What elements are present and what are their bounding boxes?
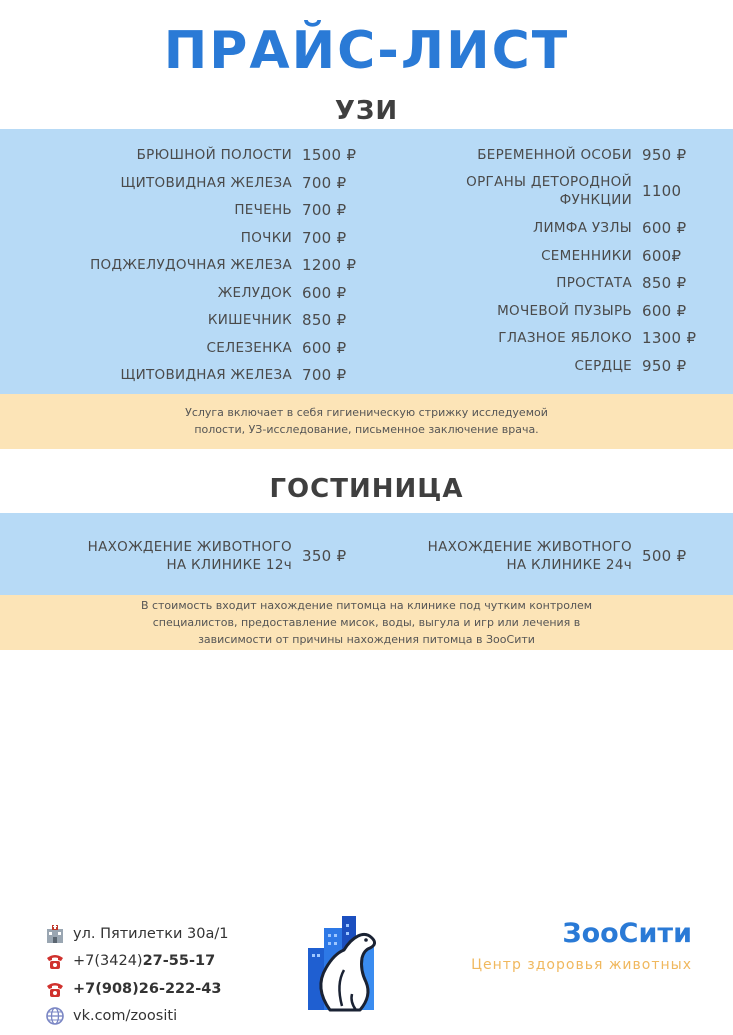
price-row [370, 145, 686, 165]
service-price: 850 ₽ [642, 274, 687, 292]
price-row [30, 255, 356, 275]
price-row [30, 365, 346, 385]
phone-prefix: +7(3424) [73, 953, 143, 969]
hotel-row-24h [370, 538, 686, 574]
service-name: КИШЕЧНИК [207, 312, 292, 328]
phone-icon [45, 952, 65, 970]
service-name: ЛИМФА УЗЛЫ [533, 220, 632, 236]
price-row [30, 145, 356, 165]
brand-tagline: Центр здоровья животных [471, 957, 692, 973]
service-name: ПРОСТАТА [556, 275, 632, 291]
service-price: 1200 ₽ [302, 256, 357, 274]
contact-website[interactable] [45, 1007, 177, 1025]
price-row [30, 310, 346, 330]
contact-phone-2[interactable] [45, 980, 221, 998]
price-row [30, 338, 346, 358]
service-price: 700 ₽ [302, 366, 347, 384]
page-title: ПРАЙС-ЛИСТ [163, 21, 570, 81]
price-row [30, 228, 346, 248]
service-name: ГЛАЗНОЕ ЯБЛОКО [498, 330, 632, 346]
service-name: НАХОЖДЕНИЕ ЖИВОТНОГО НА КЛИНИКЕ 12ч [87, 539, 292, 573]
price-row [370, 328, 696, 348]
service-name: ЩИТОВИДНАЯ ЖЕЛЕЗА [120, 367, 292, 383]
price-row [370, 174, 681, 208]
hotel-note: В стоимость входит нахождение питомца на клинике под чутким контролем специалистов, предоставление мисок, воды, выгула и игр или лечения в зависимости от причины нахождения питомца в ЗооСити [140, 599, 593, 646]
service-price: 500 ₽ [642, 547, 687, 565]
service-name: ОРГАНЫ ДЕТОРОДНОЙ ФУНКЦИИ [466, 174, 632, 208]
service-price: 1500 ₽ [302, 146, 357, 164]
brand-name: ЗооСити [562, 918, 692, 949]
price-row [370, 356, 686, 376]
service-price: 700 ₽ [302, 173, 347, 192]
service-name: НАХОЖДЕНИЕ ЖИВОТНОГО НА КЛИНИКЕ 24ч [427, 539, 632, 573]
price-row [370, 301, 686, 321]
service-price: 850 ₽ [302, 311, 347, 329]
service-name: ПЕЧЕНЬ [234, 202, 292, 218]
service-price: 350 ₽ [302, 547, 347, 565]
service-price: 700 ₽ [302, 201, 347, 219]
service-price: 600₽ [642, 247, 682, 265]
section-title-hotel: ГОСТИНИЦА [269, 474, 464, 504]
globe-icon [45, 1007, 65, 1025]
service-price: 950 ₽ [642, 357, 687, 375]
phone-number: 27-55-17 [142, 953, 216, 969]
service-price: 600 ₽ [642, 219, 687, 237]
service-name: ЩИТОВИДНАЯ ЖЕЛЕЗА [120, 174, 292, 191]
uzi-note: Услуга включает в себя гигиеническую стрижку исследуемой полости, УЗ-исследование, письменное заключение врача. [185, 406, 548, 436]
service-price: 700 ₽ [302, 228, 347, 247]
price-row [370, 246, 681, 266]
service-name: БРЮШНОЙ ПОЛОСТИ [136, 147, 292, 163]
service-price: 1100 [642, 182, 682, 200]
service-name: ПОДЖЕЛУДОЧНАЯ ЖЕЛЕЗА [90, 257, 292, 273]
service-price: 600 ₽ [642, 302, 687, 320]
contact-address [45, 925, 228, 943]
service-name: СЕМЕННИКИ [541, 248, 632, 264]
website-link: vk.com/zoositi [73, 1008, 178, 1024]
price-row [30, 200, 346, 220]
contact-phone-1[interactable] [45, 952, 215, 970]
address-text: ул. Пятилетки 30а/1 [73, 926, 229, 942]
price-row [30, 283, 346, 303]
phone-icon [45, 980, 65, 998]
service-price: 1300 ₽ [642, 329, 697, 347]
price-row [370, 273, 686, 293]
price-row [30, 173, 346, 193]
price-row [370, 218, 686, 238]
building-icon [45, 925, 65, 943]
section-title-uzi: УЗИ [334, 96, 399, 126]
service-name: ПОЧКИ [240, 229, 292, 246]
service-name: СЕРДЦЕ [574, 358, 632, 374]
clinic-logo [300, 910, 390, 1020]
service-name: СЕЛЕЗЕНКА [206, 339, 292, 356]
service-name: МОЧЕВОЙ ПУЗЫРЬ [497, 303, 632, 319]
phone-number: +7(908)26-222-43 [73, 981, 222, 997]
service-price: 950 ₽ [642, 146, 687, 164]
service-price: 600 ₽ [302, 283, 347, 302]
service-name: БЕРЕМЕННОЙ ОСОБИ [477, 147, 632, 163]
hotel-row-12h [30, 538, 346, 574]
service-price: 600 ₽ [302, 338, 347, 357]
service-name: ЖЕЛУДОК [217, 284, 292, 301]
